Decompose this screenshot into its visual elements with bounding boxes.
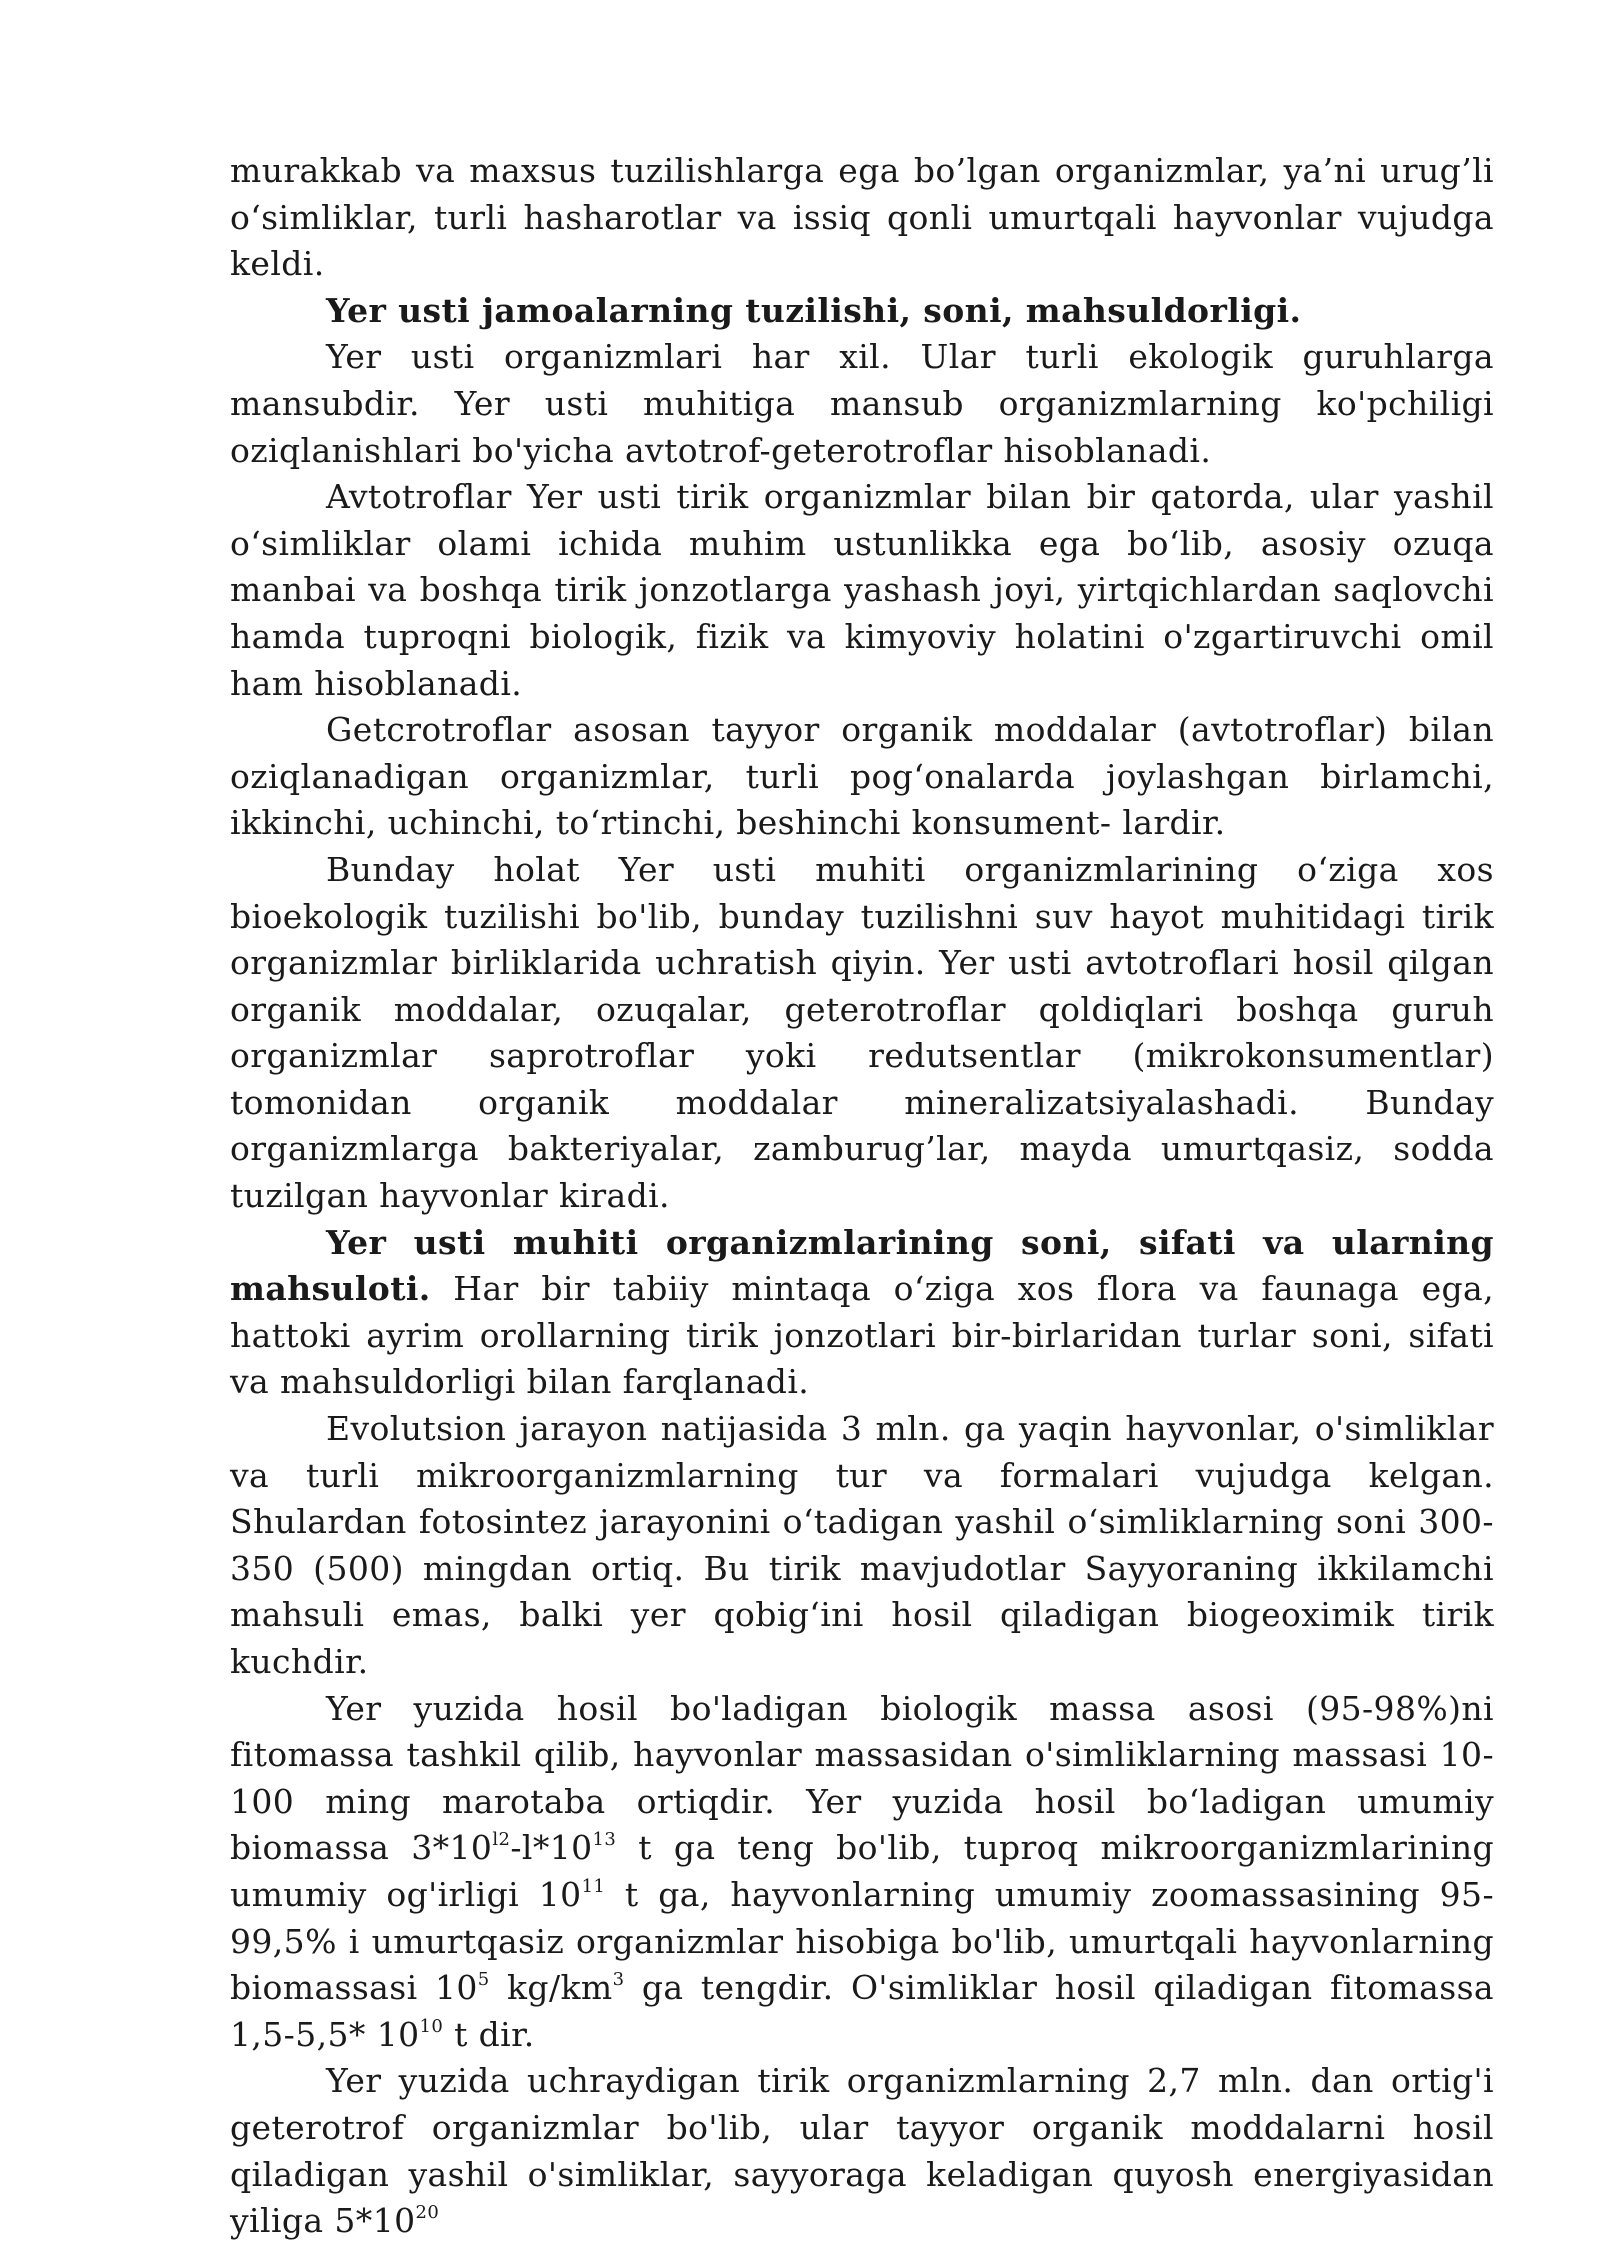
paragraph-8-text-b: -l*10 bbox=[510, 1828, 593, 1868]
section-heading-2: Yer usti muhiti organizmlarining soni, sifati va ularning mahsuloti. bbox=[230, 1222, 1494, 1309]
paragraph-9 bbox=[230, 2058, 1494, 2244]
paragraph-8-text-g: t dir. bbox=[443, 2014, 535, 2054]
superscript: 5 bbox=[477, 1969, 490, 1991]
paragraph-6 bbox=[230, 1220, 1494, 1406]
paragraph-8-text-f: ga tengdir. O'simliklar hosil qiladigan fitomassa 1,5-5,5* 10 bbox=[230, 1968, 1495, 2054]
paragraph-9-text-a: Yer yuzida uchraydigan tirik organizmlarning 2,7 mln. dan ortig'i geterotrof organizmlar bo'lib, ular tayyor organik moddalarni hosil qiladigan yashil o'simliklar, sayyoraga keladigan quyosh energiyasidan yiliga 5*10 bbox=[230, 2061, 1494, 2241]
paragraph-8-text-c: t ga teng bo'lib, tuproq mikroorganizmlarining umumiy og'irligi 10 bbox=[230, 1828, 1494, 1914]
superscript: l2 bbox=[492, 1829, 511, 1851]
superscript: 10 bbox=[419, 2015, 444, 2037]
paragraph-2: Yer usti organizmlari har xil. Ular turli ekologik guruhlarga mansubdir. Yer usti muhitiga mansub organizmlarning ko'pchiligi oziqlanishlari bo'yicha avtotrof-geterotroflar hisoblanadi. bbox=[230, 337, 1494, 470]
paragraph-5: Bunday holat Yer usti muhiti organizmlarining o‘ziga xos bioekologik tuzilishi bo'lib, bunday tuzilishni suv hayot muhitidagi tirik organizmlar birliklarida uchratish qiyin. Yer usti avtotroflari hosil qilgan organik moddalar, ozuqalar, geterotroflar qoldiqlari boshqa guruh organizmlar saprotroflar yoki redutsentlar (mikrokonsumentlar) tomonidan organik moddalar mineralizatsiyalashadi. Bunday organizmlarga bakteriyalar, zamburug’lar, mayda umurtqasiz, sodda tuzilgan hayvonlar kiradi. bbox=[230, 849, 1494, 1216]
paragraph-4: Getcrotroflar asosan tayyor organik moddalar (avtotroflar) bilan oziqlanadigan organizmlar, turli pog‘onalarda joylashgan birlamchi, ikkinchi, uchinchi, to‘rtinchi, beshinchi konsument- lardir. bbox=[230, 710, 1494, 843]
paragraph-8-text-d: t ga, hayvonlarning umumiy zoomassasining 95-99,5% i umurtqasiz organizmlar hisobiga bo'lib, umurtqali hayvonlarning biomassasi 10 bbox=[230, 1874, 1494, 2008]
document-page bbox=[230, 148, 1494, 2245]
paragraph-8-text-e: kg/km bbox=[489, 1968, 613, 2008]
paragraph-1: murakkab va maxsus tuzilishlarga ega bo’lgan organizmlar, ya’ni urug’li o‘simliklar, turli hasharotlar va issiq qonli umurtqali hayvonlar vujudga keldi. bbox=[230, 151, 1494, 284]
section-heading-1: Yer usti jamoalarning tuzilishi, soni, mahsuldorligi. bbox=[326, 290, 1302, 330]
superscript: 3 bbox=[612, 1969, 625, 1991]
paragraph-7: Evolutsion jarayon natijasida 3 mln. ga yaqin hayvonlar, o'simliklar va turli mikroorganizmlarning tur va formalari vujudga kelgan. Shulardan fotosintez jarayonini o‘tadigan yashil o‘simliklarning soni 300-350 (500) mingdan ortiq. Bu tirik mavjudotlar Sayyoraning ikkilamchi mahsuli emas, balki yer qobig‘ini hosil qiladigan biogeoximik tirik kuchdir. bbox=[230, 1409, 1494, 1681]
superscript: 20 bbox=[415, 2202, 440, 2224]
paragraph-3: Avtotroflar Yer usti tirik organizmlar bilan bir qatorda, ular yashil o‘simliklar olami ichida muhim ustunlikka ega bo‘lib, asosiy ozuqa manbai va boshqa tirik jonzotlarga yashash joyi, yirtqichlardan saqlovchi hamda tuproqni biologik, fizik va kimyoviy holatini o'zgartiruvchi omil ham hisoblanadi. bbox=[230, 477, 1494, 703]
paragraph-6-text: Har bir tabiiy mintaqa o‘ziga xos flora va faunaga ega, hattoki ayrim orollarning tirik jonzotlari bir-birlaridan turlar soni, sifati va mahsuldorligi bilan farqlanadi. bbox=[230, 1269, 1494, 1402]
superscript: 13 bbox=[592, 1829, 617, 1851]
superscript: 11 bbox=[581, 1875, 606, 1897]
paragraph-8 bbox=[230, 1686, 1494, 2059]
paragraph-8-text-a: Yer yuzida hosil bo'ladigan biologik massa asosi (95-98%)ni fitomassa tashkil qilib, hayvonlar massasidan o'simliklarning massasi 10-100 ming marotaba ortiqdir. Yer yuzida hosil bo‘ladigan umumiy biomassa 3*10 bbox=[230, 1688, 1494, 1868]
